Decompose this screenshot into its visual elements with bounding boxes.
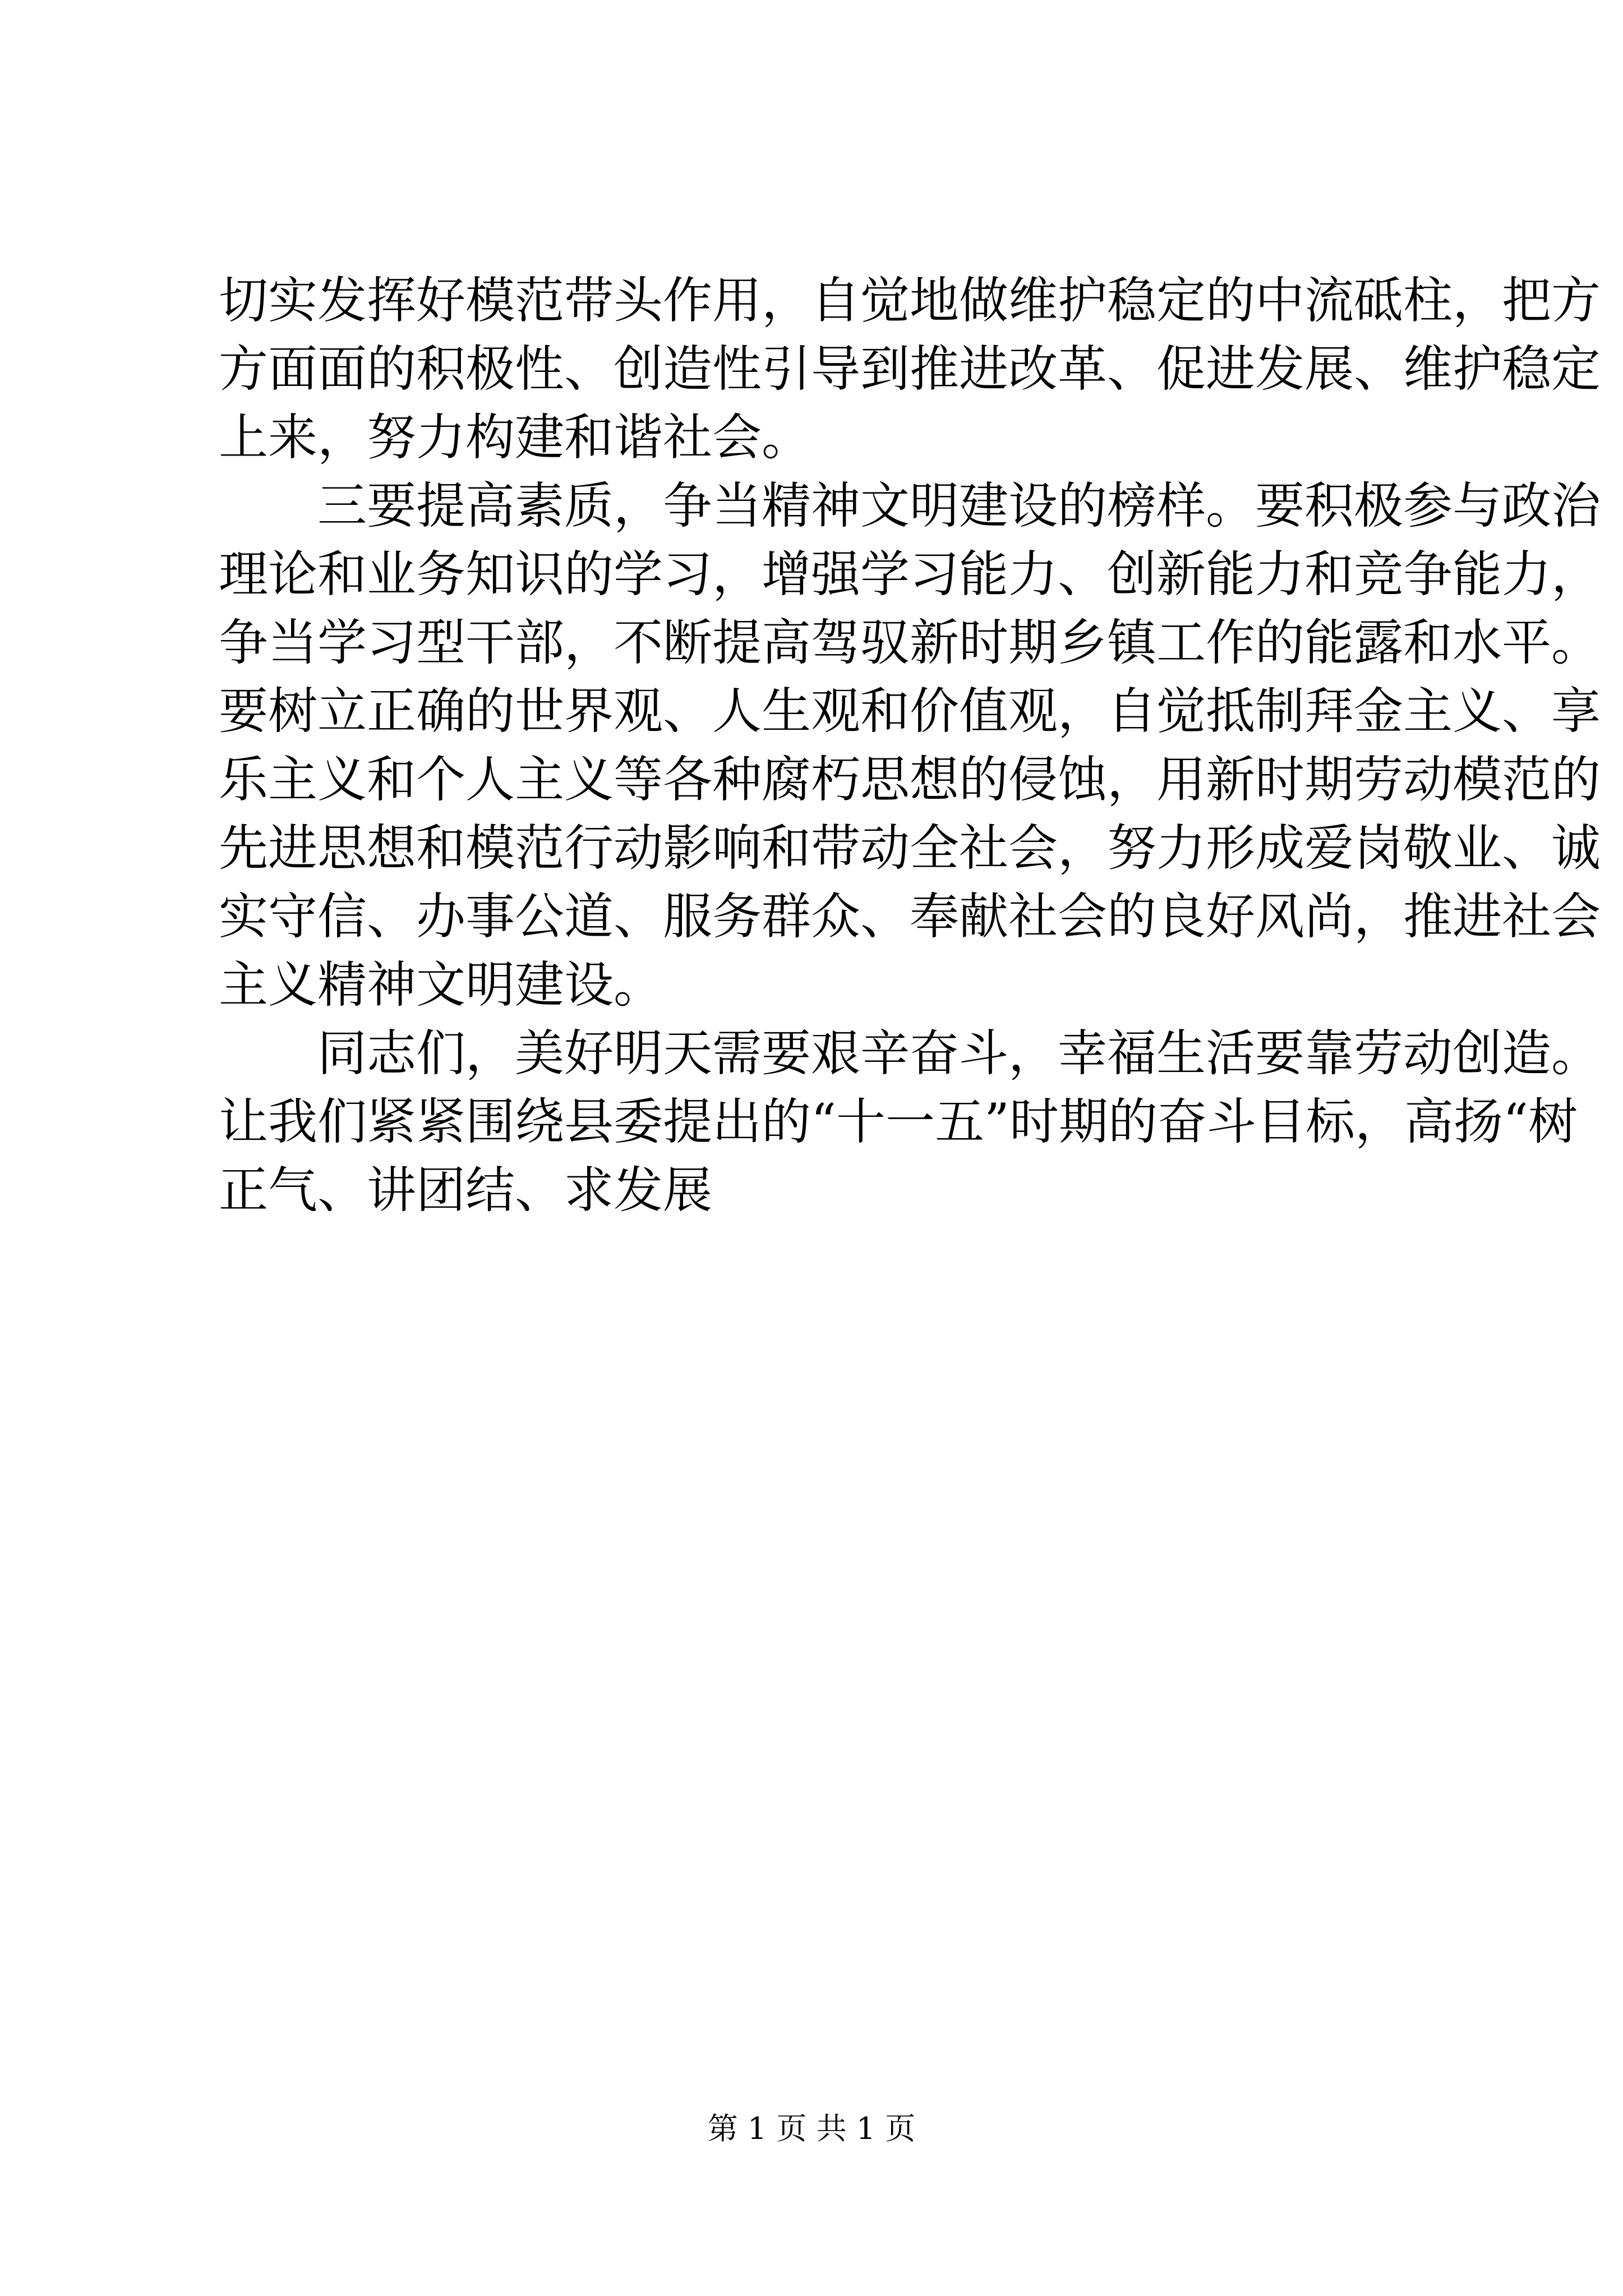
text-line: 实守信、办事公道、服务群众、奉献社会的良好风尚，推进社会 [219, 887, 1601, 945]
text-line: 三要提高素质，争当精神文明建设的榜样。要积极参与政治 [317, 477, 1601, 535]
text-line: 方面面的积极性、创造性引导到推进改革、促进发展、维护稳定 [219, 340, 1601, 398]
text-line: 正气、讲团结、求发展 [219, 1161, 713, 1219]
text-line: 切实发挥好模范带头作用，自觉地做维护稳定的中流砥柱，把方 [219, 272, 1601, 329]
text-line: 乐主义和个人主义等各种腐朽思想的侵蚀，用新时期劳动模范的 [219, 751, 1601, 808]
text-line: 争当学习型干部，不断提高驾驭新时期乡镇工作的能露和水平。 [219, 614, 1601, 671]
text-line: 让我们紧紧围绕县委提出的“十一五”时期的奋斗目标，高扬“树 [219, 1093, 1578, 1151]
text-line: 主义精神文明建设。 [219, 956, 663, 1014]
document-body [219, 266, 1601, 1225]
text-line: 同志们，美好明天需要艰辛奋斗，幸福生活要靠劳动创造。 [317, 1024, 1601, 1082]
page-number-footer: 第 1 页 共 1 页 [707, 2111, 916, 2146]
text-line: 先进思想和模范行动影响和带动全社会，努力形成爱岗敬业、诚 [219, 819, 1601, 877]
text-line: 理论和业务知识的学习，增强学习能力、创新能力和竞争能力， [219, 545, 1601, 603]
text-line: 上来，努力构建和谐社会。 [219, 408, 811, 466]
text-line: 要树立正确的世界观、人生观和价值观，自觉抵制拜金主义、享 [219, 682, 1601, 740]
